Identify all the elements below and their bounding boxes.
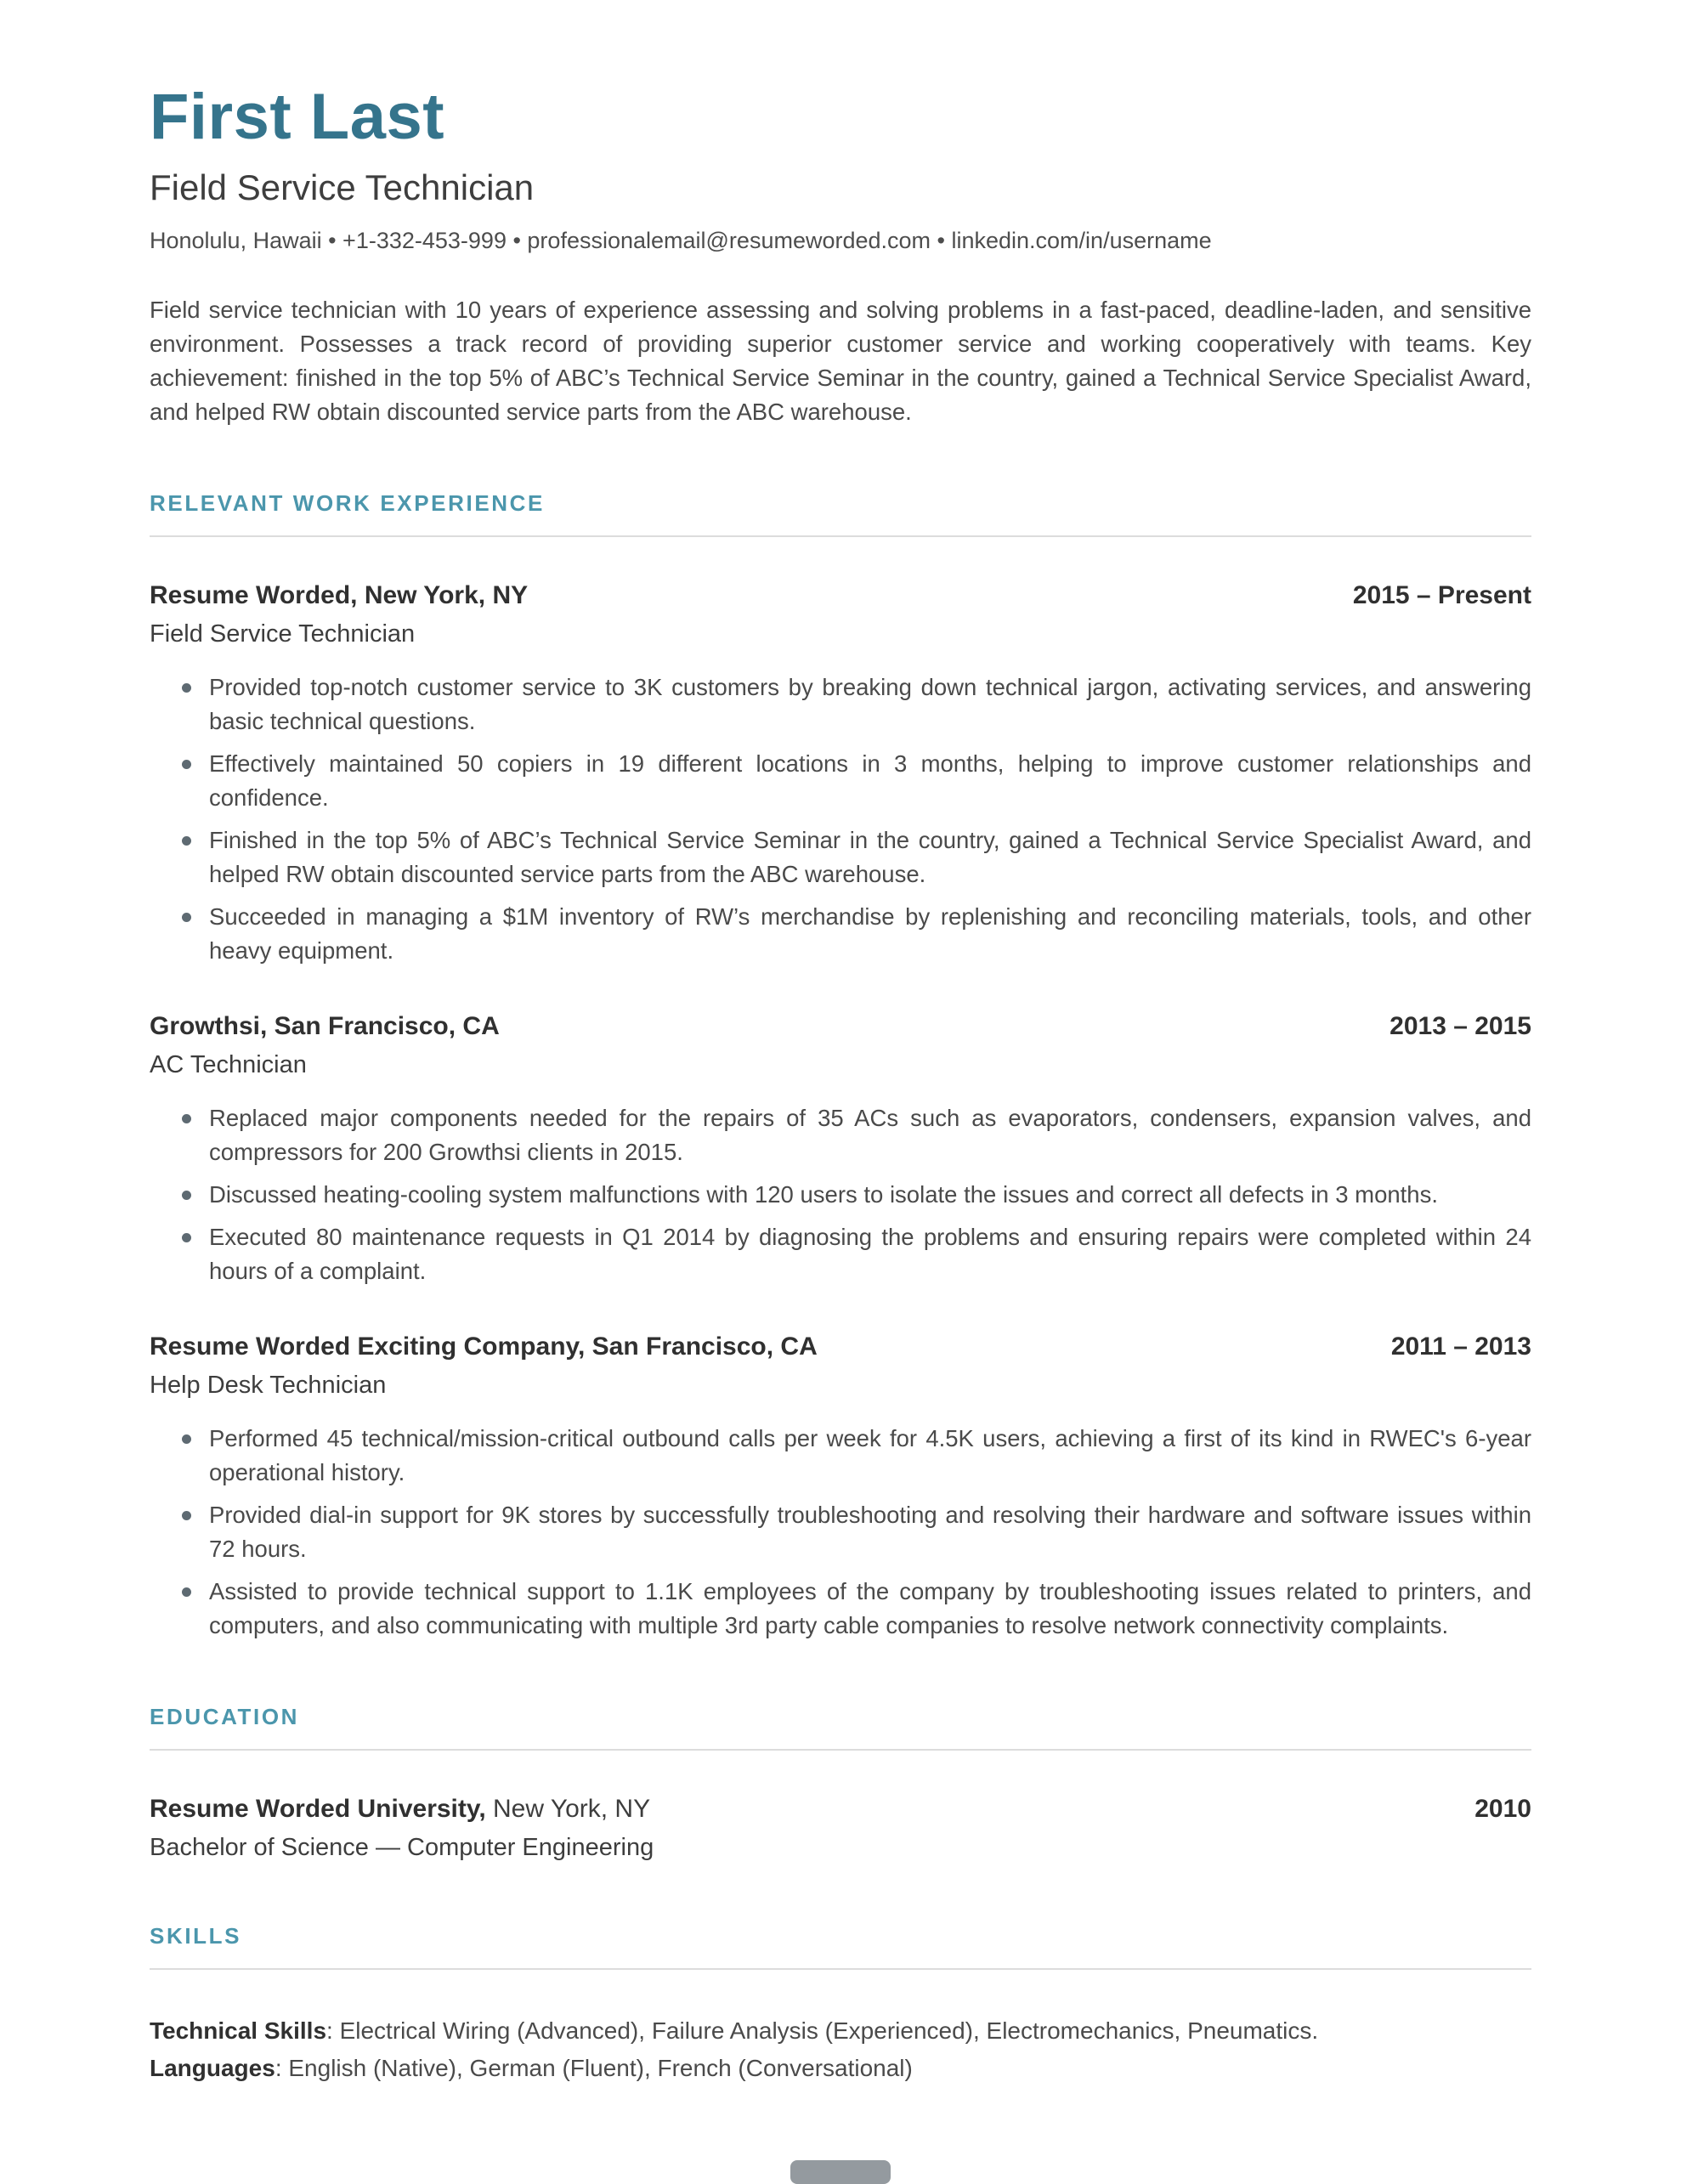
contact-line: Honolulu, Hawaii • +1-332-453-999 • professionalemail@resumeworded.com • linkedin.com/in/username — [150, 227, 1212, 253]
job-entry — [150, 1332, 1531, 1643]
next-page-edge — [790, 2160, 891, 2184]
candidate-job-title: Field Service Technician — [150, 167, 535, 207]
section-experience — [150, 490, 1531, 1643]
bullet-list — [150, 1422, 1531, 1643]
section-divider — [150, 1749, 1531, 1751]
company-name: Resume Worded, New York, NY — [150, 580, 529, 609]
job-dates: 2015 – Present — [1352, 580, 1531, 609]
job-dates: 2013 – 2015 — [1390, 1011, 1531, 1040]
bullet-list — [150, 1101, 1531, 1288]
bullet-item: Assisted to provide technical support to 1.1K employees of the company by troubleshooting issues related to printers, and computers, and also communicating with multiple 3rd party cable companies to resolve network connectivity complaints. — [150, 1575, 1531, 1643]
experience-section-heading: RELEVANT WORK EXPERIENCE — [150, 489, 545, 516]
resume-header — [150, 82, 1531, 429]
company-name: Resume Worded Exciting Company, San Francisco, CA — [150, 1332, 818, 1361]
education-entry — [150, 1795, 1531, 1862]
skills-line-label: Technical Skills — [150, 2017, 327, 2044]
candidate-name: First Last — [150, 81, 445, 153]
job-entry — [150, 1012, 1531, 1288]
skills-line-languages — [150, 2050, 1531, 2087]
bullet-item: Finished in the top 5% of ABC’s Technical Service Seminar in the country, gained a Technical Service Specialist Award, and helped RW obtain discounted service parts from the ABC warehouse. — [150, 823, 1531, 891]
job-role: Help Desk Technician — [150, 1371, 387, 1399]
job-dates: 2011 – 2013 — [1390, 1332, 1531, 1361]
bullet-item: Executed 80 maintenance requests in Q1 2014 by diagnosing the problems and ensuring repairs were completed within 24 hours of a complaint. — [150, 1220, 1531, 1288]
skills-section-heading: SKILLS — [150, 1922, 242, 1949]
bullet-item: Effectively maintained 50 copiers in 19 different locations in 3 months, helping to improve customer relationships and confidence. — [150, 747, 1531, 815]
bullet-item: Performed 45 technical/mission-critical outbound calls per week for 4.5K users, achieving a first of its kind in RWEC's 6-year operational history. — [150, 1422, 1531, 1490]
degree-line: Bachelor of Science — Computer Engineering — [150, 1833, 654, 1861]
skills-line-text: : Electrical Wiring (Advanced), Failure Analysis (Experienced), Electromechanics, Pneumatics. — [326, 2017, 1319, 2044]
bullet-item: Discussed heating-cooling system malfunctions with 120 users to isolate the issues and correct all defects in 3 months. — [150, 1178, 1531, 1212]
bullet-item: Provided dial-in support for 9K stores by successfully troubleshooting and resolving their hardware and software issues within 72 hours. — [150, 1498, 1531, 1566]
summary-paragraph: Field service technician with 10 years of experience assessing and solving problems in a fast-paced, deadline-laden, and sensitive environment. Possesses a track record of providing superior customer service and working cooperatively with teams. Key achievement: finished in the top 5% of ABC’s Technical Service Seminar in the country, gained a Technical Service Specialist Award, and helped RW obtain discounted service parts from the ABC warehouse. — [150, 296, 1531, 425]
job-entry-header — [150, 581, 1531, 610]
job-entry-header — [150, 1332, 1531, 1361]
job-role: Field Service Technician — [150, 620, 416, 648]
education-section-heading: EDUCATION — [150, 1703, 300, 1729]
section-divider — [150, 1968, 1531, 1970]
job-role: AC Technician — [150, 1050, 307, 1078]
school-name: Resume Worded University, New York, NY — [150, 1794, 651, 1823]
skills-block — [150, 2012, 1531, 2087]
bullet-item: Succeeded in managing a $1M inventory of RW’s merchandise by replenishing and reconciling materials, tools, and other heavy equipment. — [150, 900, 1531, 968]
job-entry — [150, 581, 1531, 968]
education-entry-header — [150, 1795, 1531, 1824]
section-skills — [150, 1923, 1531, 2087]
section-education — [150, 1704, 1531, 1862]
company-name: Growthsi, San Francisco, CA — [150, 1011, 500, 1040]
skills-line-text: : English (Native), German (Fluent), French (Conversational) — [275, 2054, 913, 2081]
section-divider — [150, 535, 1531, 537]
bullet-item: Replaced major components needed for the repairs of 35 ACs such as evaporators, condensers, expansion valves, and compressors for 200 Growthsi clients in 2015. — [150, 1101, 1531, 1169]
bullet-item: Provided top-notch customer service to 3K customers by breaking down technical jargon, activating services, and answering basic technical questions. — [150, 670, 1531, 738]
education-date: 2010 — [1474, 1794, 1531, 1823]
job-entry-header — [150, 1012, 1531, 1041]
bullet-list — [150, 670, 1531, 968]
skills-line-label: Languages — [150, 2054, 275, 2081]
skills-line-technical — [150, 2012, 1531, 2050]
